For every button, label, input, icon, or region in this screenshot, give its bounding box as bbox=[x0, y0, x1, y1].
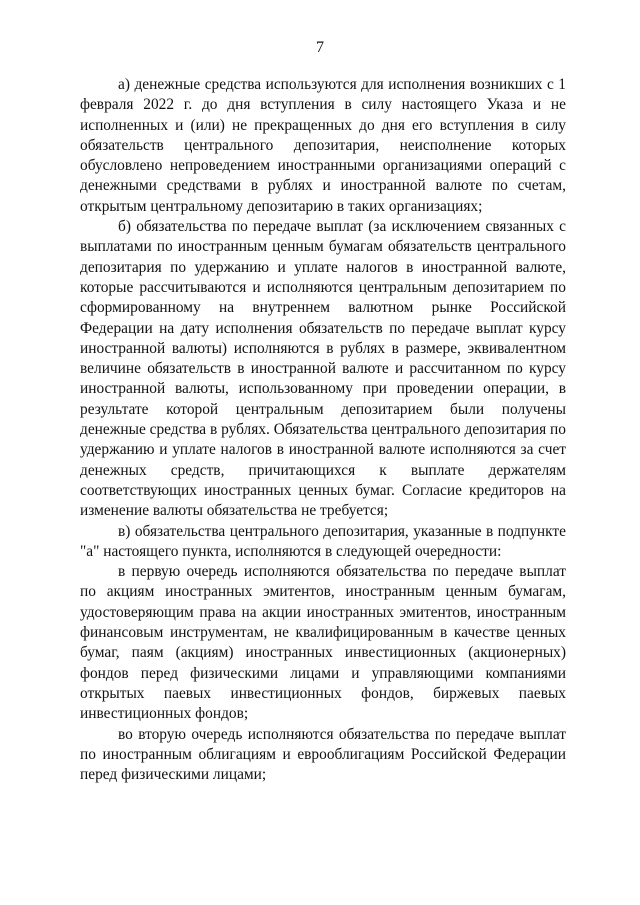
paragraph-v: в) обязательства центрального депозитария, указанные в подпункте "а" настоящего пункта, исполняются в следующей очередности: bbox=[80, 522, 566, 560]
document-body bbox=[80, 75, 566, 785]
paragraph-first-priority: в первую очередь исполняются обязательства по передаче выплат по акциям иностранных эмитентов, иностранным ценным бумагам, удостоверяющим права на акции иностранных эмитентов, иностранным финансовым инструментам, не квалифицированным в качестве ценных бумаг, паям (акциям) иностранных инвестиционных (акционерных) фондов перед физическими лицами и управляющими компаниями открытых паевых инвестиционных фондов, биржевых паевых инвестиционных фондов; bbox=[80, 563, 566, 723]
paragraph-second-priority: во вторую очередь исполняются обязательства по передаче выплат по иностранным облигациям и еврооблигациям Российской Федерации перед физическими лицами; bbox=[80, 725, 566, 784]
paragraph-b: б) обязательства по передаче выплат (за исключением связанных с выплатами по иностранным ценным бумагам обязательств центрального депозитария по удержанию и уплате налогов в иностранной валюте, которые рассчитываются и исполняются центральным депозитарием по сформированному на внутреннем валютном рынке Российской Федерации на дату исполнения обязательств по передаче выплат курсу иностранной валюты) исполняются в рублях в размере, эквивалентном величине обязательств в иностранной валюте и рассчитанном по курсу иностранной валюты, использованному при проведении операции, в результате которой центральным депозитарием были получены денежные средства в рублях. Обязательства центрального депозитария по удержанию и уплате налогов в иностранной валюте исполняются за счет денежных средств, причитающихся к выплате держателям соответствующих иностранных ценных бумаг. Согласие кредиторов на изменение валюты обязательства не требуется; bbox=[80, 218, 566, 520]
paragraph-a: а) денежные средства используются для исполнения возникших с 1 февраля 2022 г. до дня вступления в силу настоящего Указа и не исполненных и (или) не прекращенных до дня его вступления в силу обязательств центрального депозитария, неисполнение которых обусловлено непроведением иностранными организациями операций с денежными средствами в рублях и иностранной валюте по счетам, открытым центральному депозитарию в таких организациях; bbox=[80, 76, 566, 215]
page-number: 7 bbox=[316, 39, 324, 56]
